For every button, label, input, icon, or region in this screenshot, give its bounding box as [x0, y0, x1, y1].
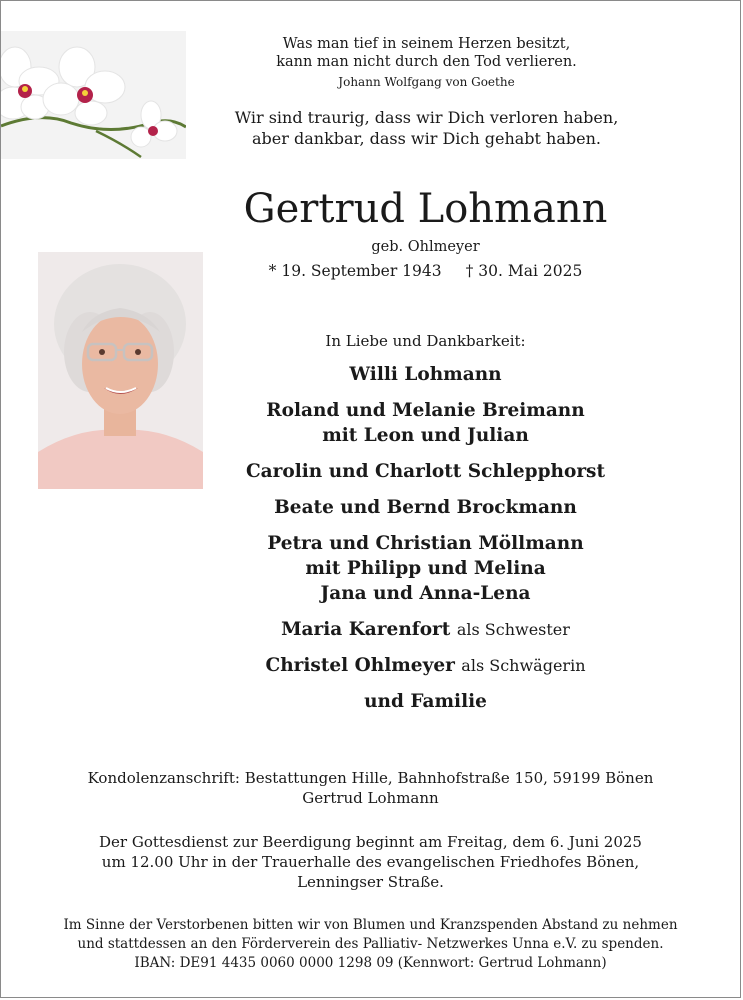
family-member-name: Christel Ohlmeyer — [265, 655, 455, 676]
goethe-quote — [131, 35, 722, 92]
family-group — [111, 362, 740, 387]
born-name: geb. Ohlmeyer — [371, 239, 480, 255]
family-line: mit Leon und Julian — [322, 425, 529, 446]
death-date: † 30. Mai 2025 — [465, 262, 583, 280]
quote-line-1: Was man tief in seinem Herzen besitzt, — [282, 36, 571, 52]
statement-line-1: Wir sind traurig, dass wir Dich verloren haben, — [234, 108, 619, 127]
family-line: Roland und Melanie Breimann — [266, 400, 585, 421]
family-group — [111, 653, 740, 678]
condolence-line-1: Kondolenzanschrift: Bestattungen Hille, Bahnhofstraße 150, 59199 Bönen — [87, 769, 654, 787]
family-group — [111, 398, 740, 448]
quote-author: Johann Wolfgang von Goethe — [338, 75, 515, 89]
family-line: mit Philipp und Melina — [305, 558, 546, 579]
donation-line-2: und stattdessen an den Förderverein des Palliativ- Netzwerkes Unna e.V. zu spenden. — [77, 936, 664, 952]
family-group — [111, 459, 740, 484]
mourning-statement — [131, 107, 722, 149]
family-relation: als Schwester — [456, 620, 570, 639]
donation-line-1: Im Sinne der Verstorbenen bitten wir von Blumen und Kranzspenden Abstand zu nehmen — [63, 917, 678, 933]
family-group — [111, 531, 740, 606]
service-line-3: Lenningser Straße. — [297, 873, 444, 891]
statement-line-2: aber dankbar, dass wir Dich gehabt haben. — [252, 129, 601, 148]
quote-line-2: kann man nicht durch den Tod verlieren. — [276, 54, 577, 70]
service-line-2: um 12.00 Uhr in der Trauerhalle des evangelischen Friedhofes Bönen, — [101, 853, 640, 871]
family-line: Jana und Anna-Lena — [320, 583, 531, 604]
family-line: Willi Lohmann — [349, 364, 502, 385]
service-line-1: Der Gottesdienst zur Beerdigung beginnt am Freitag, dem 6. Juni 2025 — [99, 833, 642, 851]
condolence-line-2: Gertrud Lohmann — [302, 789, 439, 807]
family-member-name: Maria Karenfort — [281, 619, 451, 640]
donation-iban: IBAN: DE91 4435 0060 0000 1298 09 (Kennwort: Gertrud Lohmann) — [134, 955, 607, 971]
family-list — [111, 362, 740, 725]
family-line: Petra und Christian Möllmann — [267, 533, 584, 554]
donation-request — [11, 916, 730, 973]
family-relation: als Schwägerin — [461, 656, 586, 675]
family-line: Beate und Bernd Brockmann — [274, 497, 577, 518]
family-group — [111, 689, 740, 714]
condolence-address — [1, 768, 740, 808]
family-intro: In Liebe und Dankbarkeit: — [325, 332, 526, 350]
funeral-service-info — [1, 832, 740, 892]
family-group — [111, 495, 740, 520]
family-group — [111, 617, 740, 642]
life-dates — [111, 260, 740, 282]
family-line: und Familie — [364, 691, 487, 712]
family-line: Carolin und Charlott Schlepphorst — [245, 461, 606, 482]
birth-date: * 19. September 1943 — [268, 262, 442, 280]
deceased-name: Gertrud Lohmann — [243, 186, 608, 232]
